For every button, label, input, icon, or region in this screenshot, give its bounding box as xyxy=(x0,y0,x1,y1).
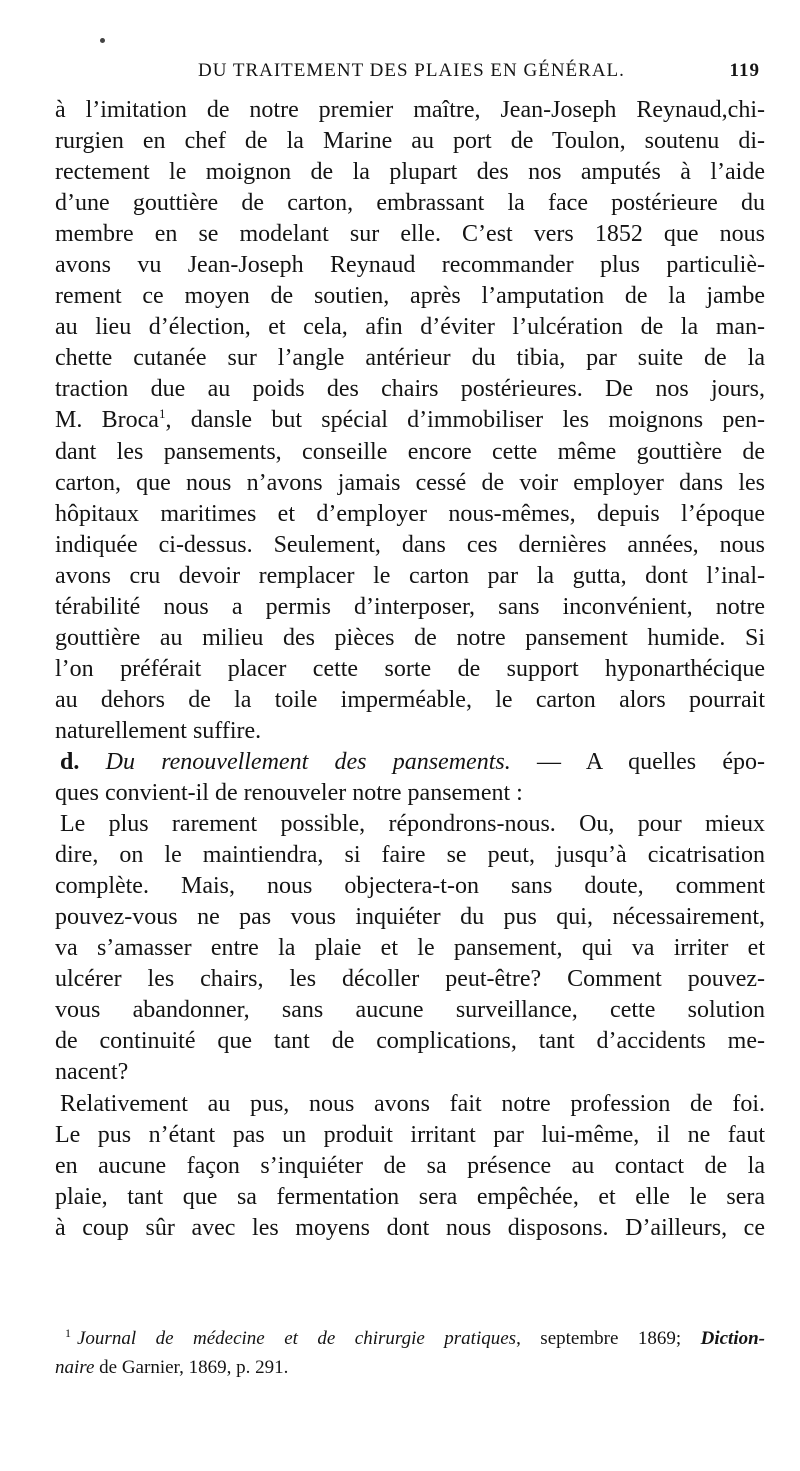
text-line: complète. Mais, nous objectera-t-on sans doute, comment xyxy=(55,873,765,900)
body-text xyxy=(55,95,765,1244)
text-line: plaie, tant que sa fermentation sera empêchée, et elle le sera xyxy=(55,1183,765,1210)
footnote-dictionary-cont: naire xyxy=(55,1357,95,1378)
text-segment: , dansle but spécial d’immobiliser les moignons pen- xyxy=(165,407,765,434)
text-line: membre en se modelant sur elle. C’est vers 1852 que nous xyxy=(55,221,765,248)
text-line-with-footnote-ref xyxy=(55,405,765,436)
footnote-source: de Garnier, 1869, p. 291. xyxy=(94,1357,289,1378)
text-line: à coup sûr avec les moyens dont nous disposons. D’ailleurs, ce xyxy=(55,1214,765,1241)
text-line: rectement le moignon de la plupart des nos amputés à l’aide xyxy=(55,159,765,186)
text-line: Le pus n’étant pas un produit irritant par lui-même, il ne faut xyxy=(55,1121,765,1148)
section-marker: d. xyxy=(60,748,80,775)
footnote-marker: 1 xyxy=(65,1326,71,1340)
section-title: Du renouvellement des pansements. xyxy=(105,748,511,775)
text-line: ques convient-il de renouveler notre pansement : xyxy=(55,780,523,807)
text-segment: M. Broca xyxy=(55,407,159,434)
page-number: 119 xyxy=(729,60,760,81)
footnote-dictionary: Diction- xyxy=(700,1328,766,1349)
text-line: vous abandonner, sans aucune surveillance, cette solution xyxy=(55,997,765,1024)
text-line: hôpitaux maritimes et d’employer nous-mêmes, depuis l’époque xyxy=(55,500,765,527)
text-segment: — A quelles épo- xyxy=(510,748,765,775)
footnote-line xyxy=(55,1353,765,1382)
text-line: térabilité nous a permis d’interposer, sans inconvénient, notre xyxy=(55,593,765,620)
text-line: dire, on le maintiendra, si faire se peut, jusqu’à cicatrisation xyxy=(55,842,765,869)
text-line: carton, que nous n’avons jamais cessé de voir employer dans les xyxy=(55,469,765,496)
text-line: nacent? xyxy=(55,1059,129,1086)
text-line: au dehors de la toile imperméable, le carton alors pourrait xyxy=(55,686,765,713)
running-header xyxy=(0,60,800,90)
footnotes xyxy=(55,1324,765,1382)
text-line: en aucune façon s’inquiéter de sa présence au contact de la xyxy=(55,1152,765,1179)
text-line: au lieu d’élection, et cela, afin d’éviter l’ulcération de la man- xyxy=(55,314,765,341)
section-heading-line xyxy=(55,747,765,778)
text-line: avons cru devoir remplacer le carton par la gutta, dont l’inal- xyxy=(55,562,765,589)
text-line: Relativement au pus, nous avons fait notre profession de foi. xyxy=(60,1090,765,1117)
footnote-date: , septembre 1869; xyxy=(516,1328,701,1349)
text-line: rement ce moyen de soutien, après l’amputation de la jambe xyxy=(55,283,765,310)
text-line: gouttière au milieu des pièces de notre pansement humide. Si xyxy=(55,624,765,651)
text-line: dant les pansements, conseille encore cette même gouttière de xyxy=(55,438,765,465)
text-line: à l’imitation de notre premier maître, Jean-Joseph Reynaud,chi- xyxy=(55,97,765,123)
text-line: rurgien en chef de la Marine au port de Toulon, soutenu di- xyxy=(55,128,765,155)
text-line: de continuité que tant de complications, tant d’accidents me- xyxy=(55,1028,765,1055)
text-line: l’on préférait placer cette sorte de support hyponarthécique xyxy=(55,655,765,682)
text-line: pouvez-vous ne pas vous inquiéter du pus qui, nécessairement, xyxy=(55,904,765,931)
footnote-line xyxy=(55,1324,765,1353)
footnote-journal: Journal de médecine et de chirurgie pratiques xyxy=(77,1328,517,1349)
running-title: DU TRAITEMENT DES PLAIES EN GÉNÉRAL. xyxy=(198,60,625,81)
text-line: naturellement suffire. xyxy=(55,717,262,744)
text-line: Le plus rarement possible, répondrons-nous. Ou, pour mieux xyxy=(60,811,765,838)
text-line: d’une gouttière de carton, embrassant la face postérieure du xyxy=(55,190,765,217)
text-line: traction due au poids des chairs postérieures. De nos jours, xyxy=(55,376,765,403)
text-line: avons vu Jean-Joseph Reynaud recommander plus particuliè- xyxy=(55,252,765,279)
footnote-ref: 1 xyxy=(158,406,166,422)
text-line: ulcérer les chairs, les décoller peut-être? Comment pouvez- xyxy=(55,966,765,993)
ink-dot xyxy=(100,38,105,43)
text-line: indiquée ci-dessus. Seulement, dans ces dernières années, nous xyxy=(55,531,765,558)
text-line: va s’amasser entre la plaie et le pansement, qui va irriter et xyxy=(55,935,765,962)
text-line: chette cutanée sur l’angle antérieur du tibia, par suite de la xyxy=(55,345,765,372)
